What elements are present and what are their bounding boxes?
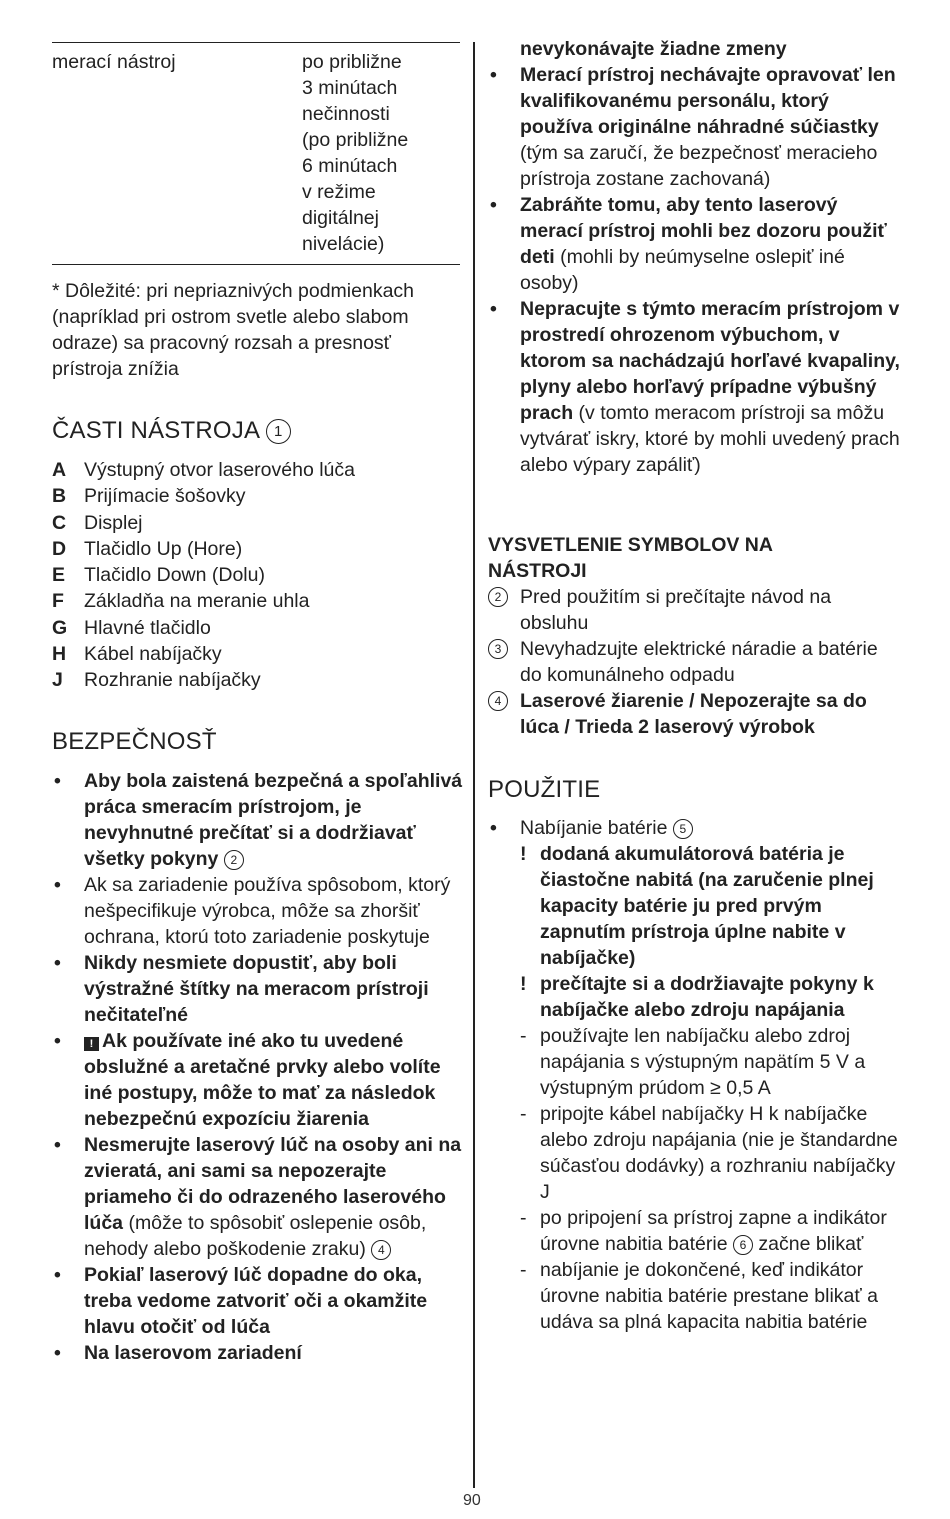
parts-list: [52, 457, 355, 694]
list-item: • Nepracujte s týmto meracím prístrojom v prostredí ohrozenom výbuchom, v ktorom sa nachádzajú horľavé kvapaliny, plyny alebo horľavý prípadne výbušný prach (v tomto meracom prístroji sa môžu vytvárať iskry, ktoré by mohli uvedený prach alebo výpary zapáliť): [490, 298, 900, 476]
list-item: [52, 483, 355, 509]
continued-text: nevykonávajte žiadne zmeny: [520, 38, 787, 60]
safety-text: Ak používate iné ako tu uvedené obslužné a aretačné prvky alebo volíte iné postupy, môže to mať za následok nebezpečnú expozíciu žiarenia: [84, 1030, 441, 1130]
list-item: [52, 588, 355, 614]
use-list: [488, 815, 902, 1335]
part-label: Tlačidlo Down (Dolu): [84, 564, 265, 587]
safety-text: Pokiaľ laserový lúč dopadne do oka, treba vedome zatvoriť oči a okamžite hlavu otočiť od lúča: [84, 1264, 428, 1338]
list-item: [52, 641, 355, 667]
list-item: • Nikdy nesmiete dopustiť, aby boli výstražné štítky na meracom prístroji nečitateľné: [54, 952, 429, 1026]
list-item: ! prečítajte si a dodržiavajte pokyny k nabíjačke alebo zdroju napájania: [520, 973, 874, 1021]
parts-heading: [52, 418, 291, 444]
part-label: Hlavné tlačidlo: [84, 616, 211, 639]
safety-text: Ak sa zariadenie používa spôsobom, ktorý nešpecifikuje výrobca, môže sa zhoršiť ochrana, ktorú toto zariadenie poskytuje: [84, 874, 451, 948]
figure-ref-4: 4: [488, 691, 508, 711]
spec-line: nečinnosti: [302, 103, 390, 125]
part-letter: G: [52, 616, 68, 639]
part-label: Výstupný otvor laserového lúča: [84, 459, 355, 481]
list-item: • ! Ak používate iné ako tu uvedené obslužné a aretačné prvky alebo volíte iné postupy, môže to mať za následok nebezpečnú expozíciu žiarenia: [54, 1030, 441, 1130]
column-divider: [473, 42, 475, 1488]
safety-text: (mohli by neúmyselne oslepiť iné osoby): [520, 246, 845, 294]
warning-icon: !: [84, 1037, 99, 1051]
symbols-heading: VYSVETLENIE SYMBOLOV NA NÁSTROJI: [488, 534, 773, 582]
spec-value: [302, 49, 460, 257]
figure-ref-2: 2: [224, 850, 244, 870]
list-item: [52, 457, 355, 483]
list-item: • Ak sa zariadenie používa spôsobom, ktorý nešpecifikuje výrobca, môže sa zhoršiť ochrana, ktorú toto zariadenie poskytuje: [54, 874, 451, 948]
safety-text: Aby bola zaistená bezpečná a spoľahlivá práca smeracím prístrojom, je nevyhnutné prečítať si a dodržiavať všetky pokyny: [84, 770, 463, 870]
part-label: Prijímacie šošovky: [84, 485, 246, 508]
list-item: • Pokiaľ laserový lúč dopadne do oka, treba vedome zatvoriť oči a okamžite hlavu otočiť od lúča: [54, 1264, 428, 1338]
list-item: [488, 688, 902, 740]
parts-heading-text: ČASTI NÁSTROJA: [52, 417, 259, 444]
part-letter: C: [52, 511, 67, 534]
list-item: [52, 615, 355, 641]
step-text: začne blikať: [758, 1233, 864, 1255]
part-letter: D: [52, 537, 67, 560]
charge-text: Nabíjanie batérie: [520, 817, 668, 839]
part-label: Kábel nabíjačky: [84, 643, 222, 666]
part-letter: B: [52, 485, 67, 508]
list-item: ! dodaná akumulátorová batéria je čiastočne nabitá (na zaručenie plnej kapacity batérie ju pred prvým zapnutím prístroja úplne nabite v nabíjačke): [520, 843, 874, 969]
figure-ref-2: 2: [488, 587, 508, 607]
safety-text: Na laserovom zariadení: [84, 1342, 302, 1364]
figure-ref-5: 5: [673, 819, 693, 839]
list-item: • Nesmerujte laserový lúč na osoby ani na zvieratá, ani sami sa nepozerajte priameho či do odrazeného laserového lúča (môže to spôsobiť oslepenie osôb, nehody alebo poškodenie zraku) 4: [54, 1134, 462, 1260]
safety-text: (v tomto meracom prístroji sa môžu vytvárať iskry, ktoré by mohli uvedený prach alebo výpary zapáliť): [520, 402, 900, 476]
note-paragraph: * Dôležité: pri nepriaznivých podmienkach (napríklad pri ostrom svetle alebo slabom odraze) sa pracovný rozsah a presnosť prístroja znížia: [52, 280, 415, 380]
part-label: Rozhranie nabíjačky: [84, 669, 261, 692]
list-item: [488, 636, 902, 688]
safety-text-bold: Zabráňte tomu, aby tento laserový merací prístroj mohli bez dozoru použiť deti: [520, 194, 887, 268]
part-label: Tlačidlo Up (Hore): [84, 537, 243, 560]
list-item: - používajte len nabíjačku alebo zdroj napájania s výstupným napätím 5 V a výstupným prúdom ≥ 0,5 A: [520, 1025, 866, 1099]
symbol-text: Nevyhadzujte elektrické náradie a batérie do komunálneho odpadu: [520, 638, 878, 686]
note-text: dodaná akumulátorová batéria je čiastočne nabitá (na zaručenie plnej kapacity batérie ju pred prvým zapnutím prístroja úplne nabite v nabíjačke): [540, 843, 874, 969]
list-item: • Zabráňte tomu, aby tento laserový merací prístroj mohli bez dozoru použiť deti (mohli by neúmyselne oslepiť iné osoby): [490, 194, 887, 294]
spec-line: 6 minútach: [302, 155, 398, 177]
spec-table: [52, 42, 460, 265]
figure-ref-6: 6: [733, 1235, 753, 1255]
safety-list-cont: [488, 62, 902, 478]
safety-text-bold: Nepracujte s týmto meracím prístrojom v prostredí ohrozenom výbuchom, v ktorom sa nachádzajú horľavé kvapaliny, plyny alebo horľavý prípadne výbušný prach: [520, 298, 900, 424]
list-item: [52, 510, 355, 536]
safety-text: (tým sa zaručí, že bezpečnosť meracieho prístroja zostane zachovaná): [520, 142, 878, 190]
part-letter: A: [52, 459, 67, 481]
spec-line: 3 minútach: [302, 77, 398, 99]
list-item: - po pripojení sa prístroj zapne a indikátor úrovne nabitia batérie 6 začne blikať: [520, 1207, 887, 1255]
part-label: Základňa na meranie uhla: [84, 590, 310, 613]
spec-line: po približne: [302, 51, 402, 73]
list-item: [52, 536, 355, 562]
spec-line: nivelácie): [302, 233, 385, 255]
spec-line: digitálnej: [302, 207, 379, 229]
list-item: • Na laserovom zariadení: [54, 1342, 302, 1364]
step-text: pripojte kábel nabíjačky H k nabíjačke alebo zdroju napájania (nie je štandardne súčasťou dodávky) a rozhraniu nabíjačky J: [540, 1103, 898, 1203]
safety-list: [52, 768, 464, 1366]
part-label: Displej: [84, 511, 143, 534]
safety-text: (môže to spôsobiť oslepenie osôb, nehody alebo poškodenie zraku): [84, 1212, 427, 1260]
spec-line: v režime: [302, 181, 376, 203]
list-item: [488, 584, 902, 636]
part-letter: E: [52, 564, 66, 587]
spec-line: (po približne: [302, 129, 409, 151]
list-item: • Aby bola zaistená bezpečná a spoľahlivá práca smeracím prístrojom, je nevyhnutné prečítať si a dodržiavať všetky pokyny 2: [54, 770, 463, 870]
spec-label: merací nástroj: [52, 51, 176, 73]
list-item: [52, 562, 355, 588]
figure-ref-4: 4: [371, 1240, 391, 1260]
step-text: používajte len nabíjačku alebo zdroj napájania s výstupným napätím 5 V a výstupným prúdom ≥ 0,5 A: [540, 1025, 866, 1099]
part-letter: H: [52, 643, 67, 666]
list-item: - nabíjanie je dokončené, keď indikátor úrovne nabitia batérie prestane blikať a udáva sa plná kapacita nabitia batérie: [520, 1259, 878, 1333]
part-letter: F: [52, 590, 64, 613]
list-item: • Merací prístroj nechávajte opravovať len kvalifikovanému personálu, ktorý používa originálne náhradné súčiastky (tým sa zaručí, že bezpečnosť meracieho prístroja zostane zachovaná): [490, 64, 896, 190]
safety-text: Nikdy nesmiete dopustiť, aby boli výstražné štítky na meracom prístroji nečitateľné: [84, 952, 429, 1026]
symbol-text: Pred použitím si prečítajte návod na obsluhu: [520, 586, 832, 634]
step-text: po pripojení sa prístroj zapne a indikátor úrovne nabitia batérie: [540, 1207, 887, 1255]
safety-heading: BEZPEČNOSŤ: [52, 728, 217, 755]
list-item: - pripojte kábel nabíjačky H k nabíjačke alebo zdroju napájania (nie je štandardne súčasťou dodávky) a rozhraniu nabíjačky J: [520, 1103, 898, 1203]
page-number: 90: [463, 1492, 481, 1509]
list-item: [52, 667, 355, 693]
part-letter: J: [52, 669, 63, 692]
figure-ref-3: 3: [488, 639, 508, 659]
figure-ref-1: 1: [266, 419, 291, 444]
list-item: • Nabíjanie batérie 5: [488, 815, 902, 841]
symbol-text: Laserové žiarenie / Nepozerajte sa do lúca / Trieda 2 laserový výrobok: [520, 690, 867, 738]
symbols-list: [488, 584, 902, 740]
safety-text-bold: Nesmerujte laserový lúč na osoby ani na zvieratá, ani sami sa nepozerajte priameho či do odrazeného laserového lúča: [84, 1134, 462, 1234]
note-text: prečítajte si a dodržiavajte pokyny k nabíjačke alebo zdroju napájania: [540, 973, 874, 1021]
step-text: nabíjanie je dokončené, keď indikátor úrovne nabitia batérie prestane blikať a udáva sa plná kapacita nabitia batérie: [540, 1259, 878, 1333]
safety-text-bold: Merací prístroj nechávajte opravovať len kvalifikovanému personálu, ktorý používa originálne náhradné súčiastky: [520, 64, 896, 138]
use-heading: POUŽITIE: [488, 776, 601, 803]
